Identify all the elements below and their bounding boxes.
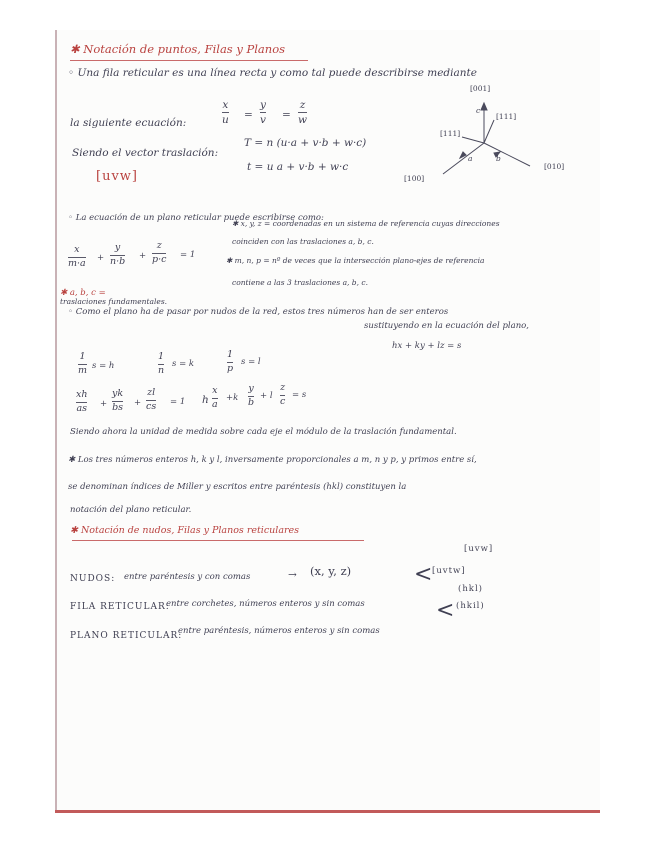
nudos-description: entre paréntesis y con comas [124,572,251,582]
s-equals-l: s = l [241,357,261,367]
frac-xh-as: xh as [76,389,88,414]
eq1-op1: = [244,109,253,121]
frac-x-a: x a [212,385,218,410]
plano-notation-hkl: (hkl) [458,584,483,594]
frac-x-u: x u [222,99,229,127]
frac-z-pc: z p·c [152,240,167,265]
fila-intro-line: ◦ Una fila reticular es una línea recta y como tal puede describirse mediante [68,67,477,79]
frac-1-p: 1 p [227,349,234,374]
eq3-plus1: + [100,399,108,409]
ecuacion-label: la siguiente ecuación: [70,117,187,129]
nudos-label: NUDOS: [70,574,116,584]
eq3-rhs: = 1 [170,397,186,407]
note-mnp-1: ✱ m, n, p = nº de veces que la intersección plano-ejes de referencia [226,256,485,265]
frac-x-ma: x m·a [68,244,86,269]
frac-1-n: 1 n [158,351,165,376]
plano-intro-line: ◦ La ecuación de un plano reticular puede escribirse como: [68,213,324,223]
s-equals-k: s = k [172,359,195,369]
direction-notation: [uvw] [96,169,138,184]
nudos-arrow: → [288,569,297,581]
note-coordenadas-1: ✱ x, y, z = coordenadas en un sistema de referencia cuyas direcciones [232,219,500,228]
axis-label-001: [001] [470,84,491,93]
fila-reticular-description: entre corchetes, números enteros y sin comas [166,599,365,609]
frac-z-w: z w [298,99,307,127]
note-mnp-2: contiene a las 3 traslaciones a, b, c. [232,278,368,287]
t-equation: t = u a + v·b + w·c [247,161,349,173]
eq3-plus2: + [134,398,142,408]
vector-traslacion-label: Siendo el vector traslación: [72,147,219,159]
eq4-plus-l: + l [260,391,273,401]
s-equals-h: s = h [92,361,115,371]
axis-label-a: a [468,154,473,163]
section-title-2: ✱ Notación de nudos, Filas y Planos reticulares [70,525,300,536]
eq2-rhs: = 1 [180,250,196,260]
eq2-op1: + [97,253,105,263]
indices-miller-line: se denominan índices de Miller y escritos entre paréntesis (hkl) constituyen la [68,482,407,492]
axis-label-111-left: [111] [440,129,461,138]
frac-y-b: y b [248,383,255,408]
eq4-plus-k: +k [226,393,239,403]
fila-notation-uvtw: [uvtw] [432,566,466,576]
frac-1-m: 1 m [78,351,88,376]
axis-label-b: b [496,154,501,163]
bottom-edge [55,810,600,813]
fila-brace: < [414,562,433,587]
title-underline-2 [72,540,364,541]
eq4-rhs: = s [292,390,307,400]
note-coordenadas-2: coinciden con las traslaciones a, b, c. [232,237,374,246]
axis-label-010: [010] [544,162,565,171]
frac-y-v: y v [260,99,266,127]
frac-yk-bs: yk bs [112,388,124,413]
plano-reticular-description: entre paréntesis, números enteros y sin comas [178,626,380,636]
axis-label-c: c [476,106,481,115]
plano-enteros-line: ◦ Como el plano ha de pasar por nudos de la red, estos tres números han de ser enteros [68,307,449,317]
nudos-example: (x, y, z) [310,564,352,578]
eq4-h: h [202,394,209,406]
vector-traslacion-eq: T = n (u·a + v·b + w·c) [244,137,367,149]
notacion-plano-line: notación del plano reticular. [70,505,192,515]
sustituyendo-line: sustituyendo en la ecuación del plano, [364,321,530,331]
plano-notation-hkil: (hkil) [456,601,485,611]
unidad-medida-line: Siendo ahora la unidad de medida sobre cada eje el módulo de la traslación fundamental. [70,427,457,437]
frac-y-nb: y n·b [110,242,126,267]
eq1-op2: = [282,109,291,121]
plano-reticular-label: PLANO RETICULAR: [70,631,183,641]
frac-z-c: z c [280,382,286,407]
fila-notation-uvw: [uvw] [464,544,494,554]
section-title-1: ✱ Notación de puntos, Filas y Planos [70,42,286,56]
abc-definition: traslaciones fundamentales. [60,297,168,306]
axis-label-100: [100] [404,174,425,183]
fila-reticular-label: FILA RETICULAR: [70,602,170,612]
frac-zl-cs: zl cs [146,387,157,412]
miller-plane-equation: hx + ky + lz = s [392,341,462,351]
plano-brace: < [436,598,455,623]
miller-definition-line: ✱ Los tres números enteros h, k y l, inversamente proporcionales a m, n y p, y primos entre sí, [68,455,477,465]
abc-label: ✱ a, b, c = [60,288,106,298]
axis-label-111-upper: [111] [496,112,517,121]
eq2-op2: + [139,251,147,261]
